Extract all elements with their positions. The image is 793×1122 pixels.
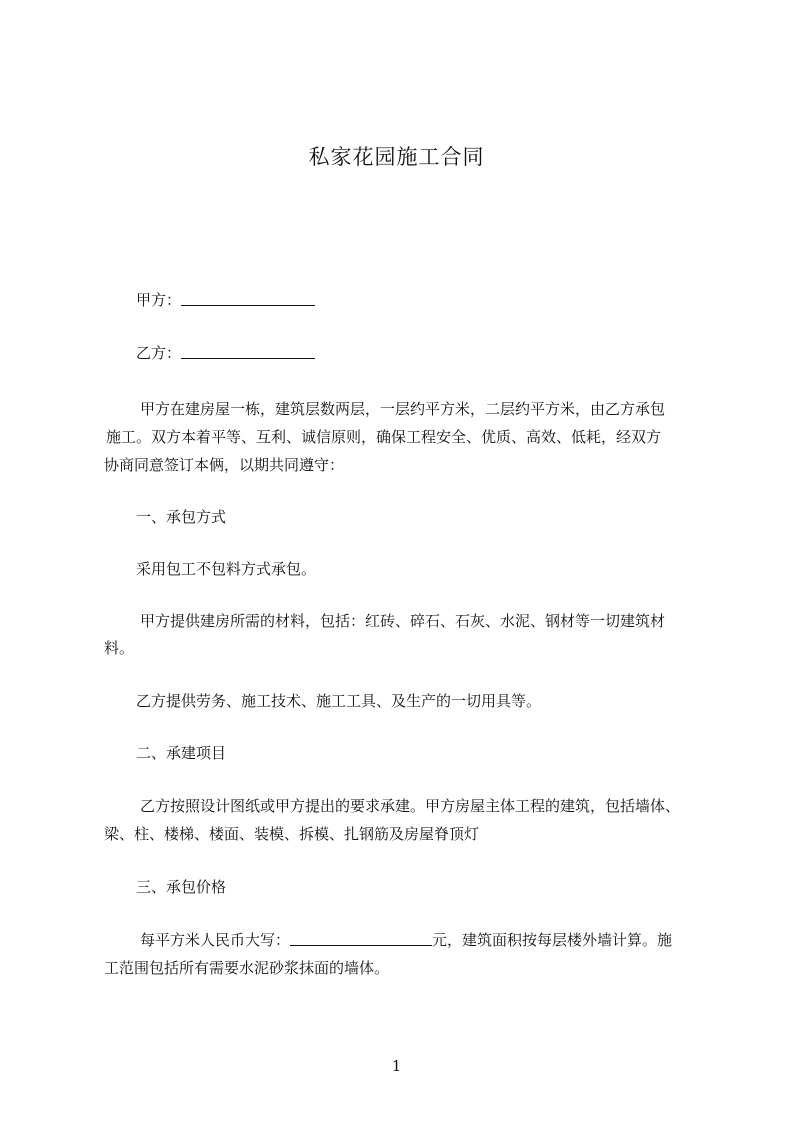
section1-heading: 一、承包方式 — [136, 508, 227, 526]
section3-heading: 三、承包价格 — [136, 878, 227, 896]
party-b-blank — [181, 343, 315, 359]
section1-para3: 乙方提供劳务、施工技术、施工工具、及生产的一切用具等。 — [136, 692, 542, 710]
party-b-label: 乙方： — [136, 344, 182, 362]
party-a-line — [136, 289, 746, 311]
section1-para1: 采用包工不包料方式承包。 — [136, 560, 317, 578]
page-number: 1 — [391, 1057, 402, 1075]
intro-line-2: 施工。双方本着平等、互利、诚信原则，确保工程安全、优质、高效、低耗，经双方 — [106, 428, 662, 446]
section2-para1-line1: 乙方按照设计图纸或甲方提出的要求承建。甲方房屋主体工程的建筑，包括墙体、 — [140, 797, 681, 815]
party-a-blank — [181, 290, 315, 306]
party-b-line — [136, 342, 746, 364]
intro-line-1: 甲方在建房屋一栋，建筑层数两层，一层约平方米，二层约平方米，由乙方承包 — [140, 400, 666, 418]
section3-price-line — [140, 929, 750, 951]
price-prefix: 每平方米人民币大写： — [140, 931, 291, 949]
section2-heading: 二、承建项目 — [136, 744, 227, 762]
price-blank — [290, 930, 432, 946]
price-suffix: 元，建筑面积按每层楼外墙计算。施 — [432, 931, 673, 949]
section2-para1-line2: 梁、柱、楼梯、楼面、装模、拆模、扎钢筋及房屋脊顶灯 — [104, 825, 480, 843]
section1-para2-line1: 甲方提供建房所需的材料，包括：红砖、碎石、石灰、水泥、钢材等一切建筑材 — [140, 612, 666, 630]
intro-line-3: 协商同意签订本俩，以期共同遵守： — [104, 456, 345, 474]
section1-para2-line2: 料。 — [104, 639, 135, 657]
party-a-label: 甲方： — [136, 291, 182, 309]
document-title: 私家花园施工合同 — [308, 145, 485, 169]
section3-price-line2: 工范围包括所有需要水泥砂浆抹面的墙体。 — [104, 959, 390, 977]
